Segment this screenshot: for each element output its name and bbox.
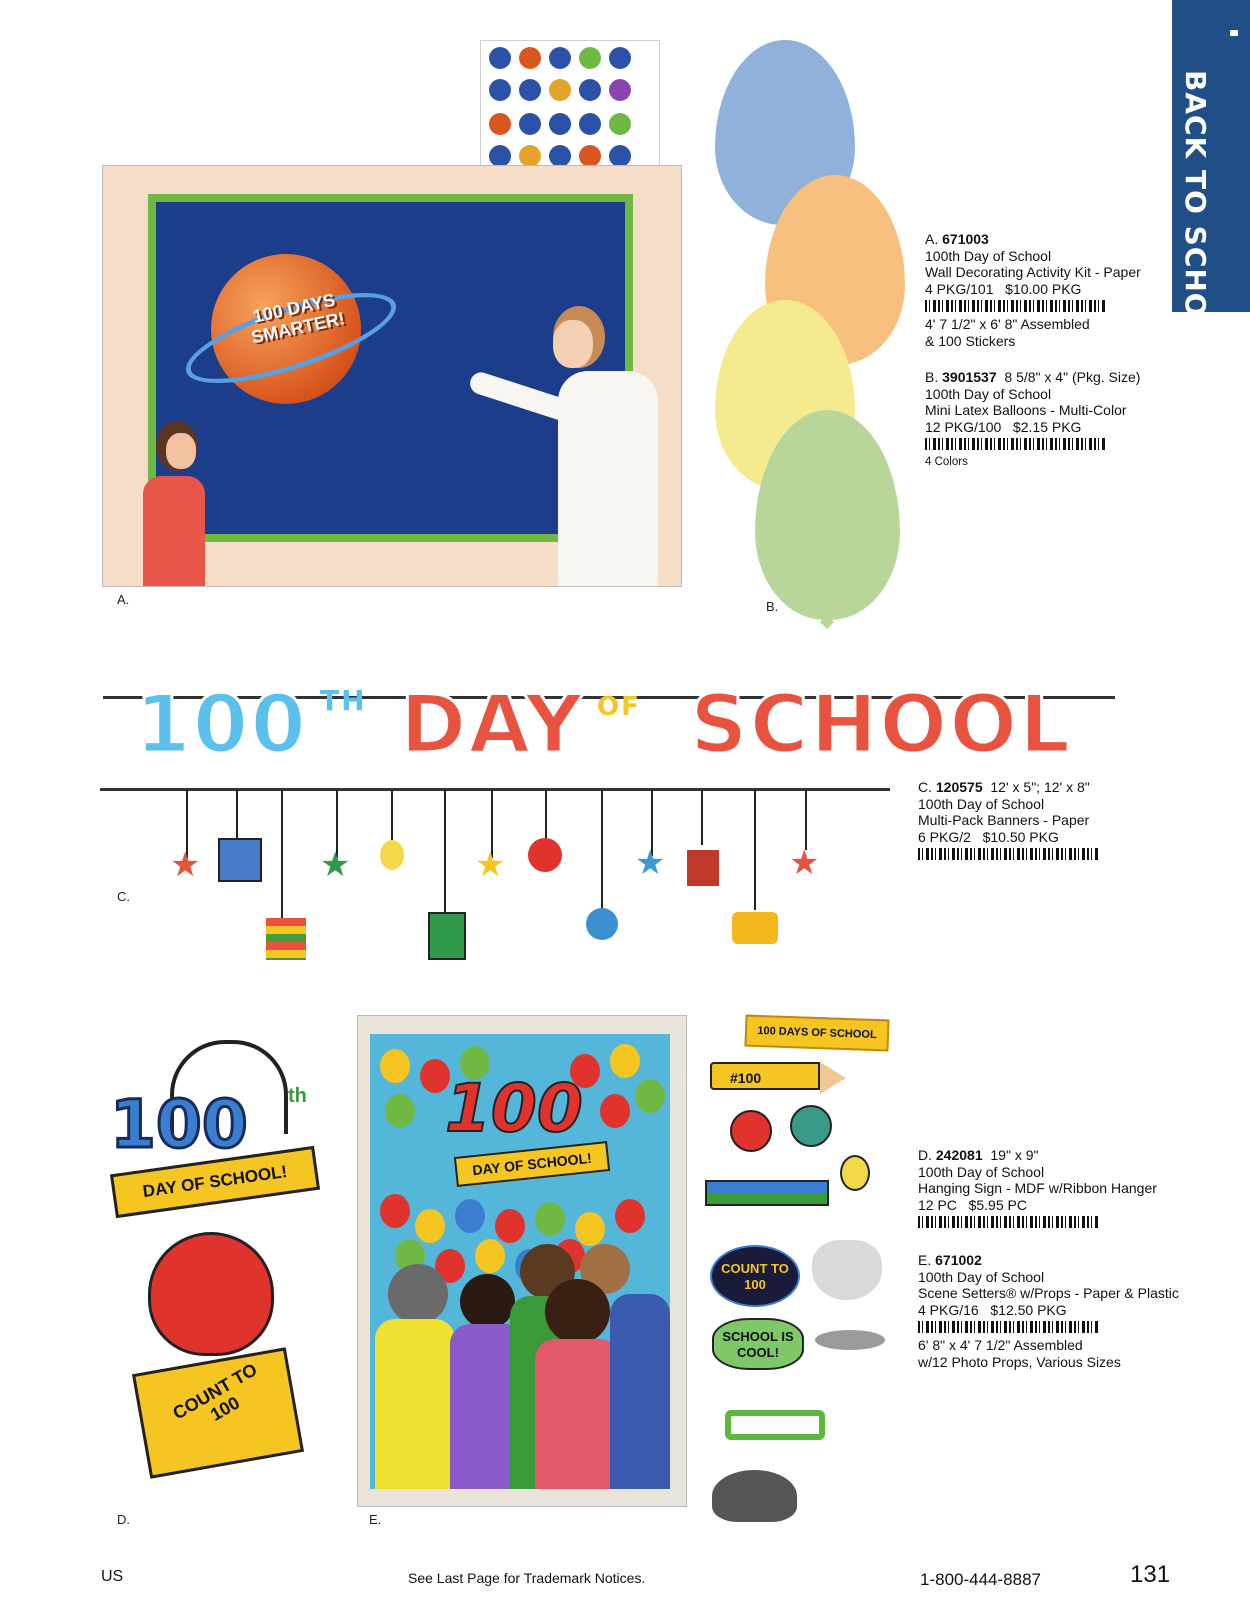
price: $10.00 PKG [1005,280,1082,297]
star-icon: ★ [635,844,666,882]
balloons-image [700,35,900,635]
barcode-icon [918,1216,1098,1228]
crayons-icon [266,918,306,960]
mustache-prop-icon [815,1330,885,1350]
star-icon: ★ [170,846,201,884]
schoolhouse-icon [687,850,719,886]
hair-prop-icon [712,1470,797,1522]
glasses-prop-icon [725,1410,825,1440]
product-b-details: B. 3901537 8 5/8" x 4" (Pkg. Size) 100th Day of School Mini Latex Balloons - Multi-Color 12 PKG/100 $2.15 PKG 4 Colors [925,369,1141,468]
banner-string-bottom [100,788,890,791]
section-tab [1172,0,1250,362]
star-icon: ★ [789,844,820,882]
globe-icon [586,908,618,940]
apple-prop-icon [730,1110,772,1152]
price: $5.95 PC [968,1196,1027,1213]
backdrop: 100 DAY OF SCHOOL! [370,1034,670,1489]
planet-caption: 100 DAYS SMARTER! [249,289,347,348]
product-d-details: D. 242081 19" x 9" 100th Day of School Hanging Sign - MDF w/Ribbon Hanger 12 PC $5.95 PC [918,1147,1168,1232]
price: $2.15 PKG [1012,418,1082,435]
bus-icon [732,912,778,944]
label-d: D. [117,1512,130,1527]
price: $12.50 PKG [990,1301,1067,1318]
lightbulb-prop-icon [840,1155,870,1191]
star-icon: ★ [475,846,506,884]
green-book-icon [428,912,466,960]
barcode-icon [925,300,1105,312]
sticker-sheet-image [480,40,660,178]
barcode-icon [925,438,1105,450]
label-c: C. [117,889,130,904]
barcode-icon [918,848,1100,860]
section-tab-label: BACK TO SCHOOL [1179,70,1212,362]
lightbulb-icon [380,840,404,870]
child-figure [138,421,208,586]
price: $10.50 PKG [982,828,1059,845]
wall-kit-photo [102,165,682,587]
sku: 671002 [935,1252,982,1268]
tab-mark-icon [1230,30,1238,36]
product-a-details: A. 671003 100th Day of School Wall Decorating Activity Kit - Paper 4 PKG/101 $10.00 PKG 4' 7 1/2" x 6' 8" Assembled & 100 Stickers [925,231,1141,349]
sku: 671003 [942,231,989,247]
barcode-icon [918,1321,1098,1333]
sku: 242081 [935,1147,983,1163]
label-b: B. [766,599,779,614]
prop-sign: 100 DAYS OF SCHOOL [744,1014,889,1051]
product-e-details: E. 671002 100th Day of School Scene Setters® w/Props - Paper & Plastic 4 PKG/16 $12.50 PKG 6' 8" x 4' 7 1/2" Assembled w/12 Photo Props, Various Sizes [918,1252,1179,1370]
footer-trademark: See Last Page for Trademark Notices. [408,1570,646,1586]
scene-setter-photo [357,1015,687,1507]
book-icon [218,838,262,882]
adult-figure [523,306,673,586]
product-c-details: C. 120575 12' x 5"; 12' x 8" 100th Day of School Multi-Pack Banners - Paper 6 PKG/2 $10.50 PKG [918,779,1168,864]
star-icon: ★ [320,846,351,884]
pencil-tip-icon [820,1062,846,1094]
globe-prop-icon [790,1105,832,1147]
prop-count: COUNT TO 100 [710,1245,800,1307]
prop-cool: SCHOOL IS COOL! [712,1318,804,1370]
sku: 3901537 [942,369,997,385]
banner-letters: 100 TH DAY OF SCHOOL [135,678,1073,771]
page-number: 131 [1130,1561,1171,1588]
label-a: A. [117,592,130,607]
apple-icon [148,1232,274,1356]
hanging-sign-image: 100 th DAY OF SCHOOL! COUNT TO 100 [100,1040,320,1470]
apple-icon [528,838,562,872]
beard-prop-icon [812,1240,882,1300]
footer-phone: 1-800-444-8887 [920,1570,1041,1589]
prop-pencil: #100 [710,1062,820,1090]
label-e: E. [369,1512,382,1527]
footer-region: US [101,1568,124,1585]
sku: 120575 [935,779,983,795]
crayon-prop-icon [705,1180,829,1206]
